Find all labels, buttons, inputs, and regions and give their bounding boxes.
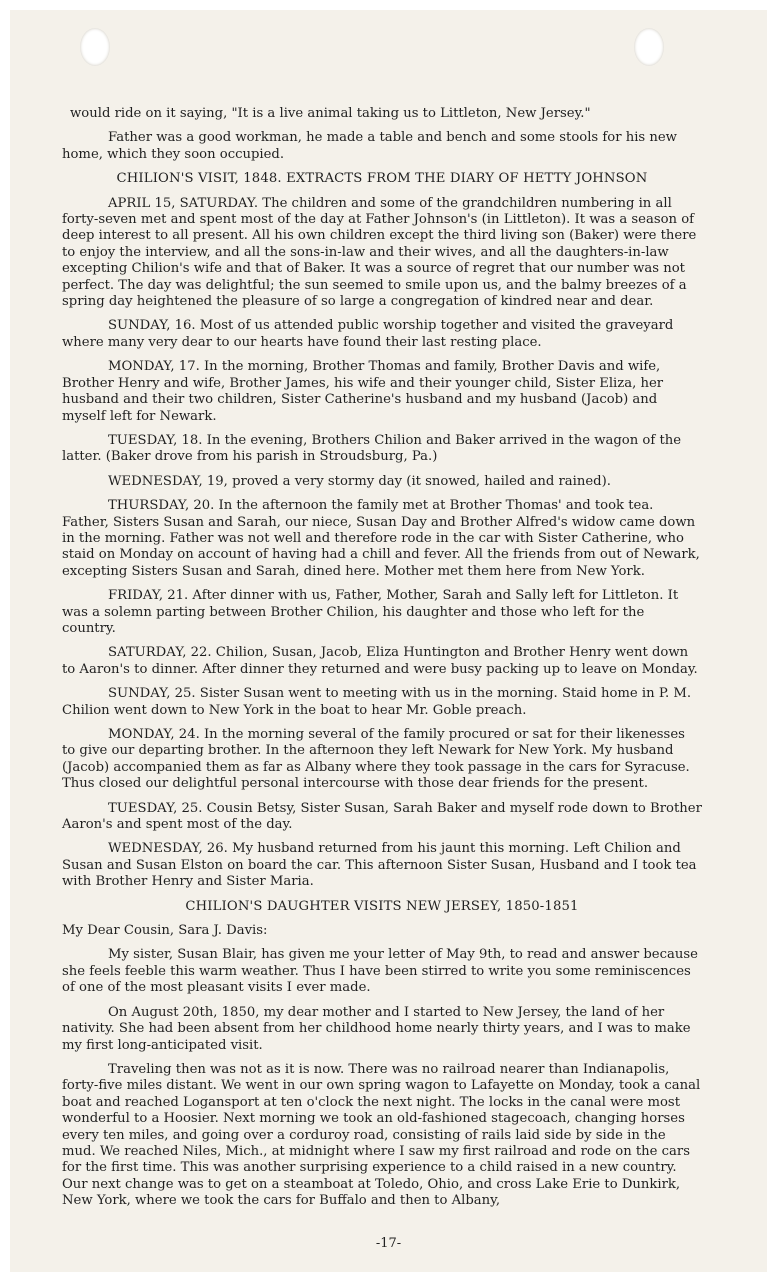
- section-heading-chilion-visit: CHILION'S VISIT, 1848. EXTRACTS FROM THE DIARY OF HETTY JOHNSON: [116, 171, 648, 187]
- diary-entry: THURSDAY, 20. In the afternoon the family met at Brother Thomas' and took tea. Father, Sisters Susan and Sarah, our niece, Susan Day and Brother Alfred's widow came down in the morning. Father was not well and therefore rode in the car with Sister Catherine, who staid on Monday on account of having had a chill and fever. All the friends from out of Newark, excepting Sisters Susan and Sarah, dined here. Mother met them here from New York.: [62, 498, 700, 579]
- diary-entry: TUESDAY, 18. In the evening, Brothers Chilion and Baker arrived in the wagon of the latter. (Baker drove from his parish in Stroudsburg, Pa.): [62, 432, 682, 465]
- diary-entry: TUESDAY, 25. Cousin Betsy, Sister Susan, Sarah Baker and myself rode down to Brother Aaron's and spent most of the day.: [62, 800, 702, 833]
- letter-salutation: My Dear Cousin, Sara J. Davis:: [62, 923, 268, 939]
- section-heading-daughter-visits: CHILION'S DAUGHTER VISITS NEW JERSEY, 1850-1851: [185, 898, 579, 914]
- diary-entry: SATURDAY, 22. Chilion, Susan, Jacob, Eliza Huntington and Brother Henry went down to Aaron's to dinner. After dinner they returned and were busy packing up to leave on Monday.: [62, 645, 698, 677]
- page-content: [62, 106, 702, 1218]
- letter-paragraph: My sister, Susan Blair, has given me your letter of May 9th, to read and answer because she feels feeble this warm weather. Thus I have been stirred to write you some reminiscences of one of the most pleasant visits I ever made.: [62, 947, 698, 996]
- diary-entry: FRIDAY, 21. After dinner with us, Father, Mother, Sarah and Sally left for Littleton. It was a solemn parting between Brother Chilion, his daughter and those who left for the country.: [62, 588, 679, 636]
- diary-entry: WEDNESDAY, 26. My husband returned from his jaunt this morning. Left Chilion and Susan and Susan Elston on board the car. This afternoon Sister Susan, Husband and I took tea with Brother Henry and Sister Maria.: [62, 841, 697, 890]
- letter-paragraph: On August 20th, 1850, my dear mother and I started to New Jersey, the land of her nativity. She had been absent from her childhood home nearly thirty years, and I was to make my first long-anticipated visit.: [62, 1004, 691, 1053]
- diary-entry: SUNDAY, 16. Most of us attended public worship together and visited the graveyard where many very dear to our hearts have found their last resting place.: [62, 318, 674, 350]
- diary-entry: SUNDAY, 25. Sister Susan went to meeting with us in the morning. Staid home in P. M. Chilion went down to New York in the boat to hear Mr. Goble preach.: [62, 686, 692, 718]
- letter-paragraph: Traveling then was not as it is now. There was no railroad nearer than Indianapolis, forty-five miles distant. We went in our own spring wagon to Lafayette on Monday, took a canal boat and reached Logansport at ten o'clock the next night. The locks in the canal were most wonderful to a Hoosier. Next morning we took an old-fashioned stagecoach, changing horses every ten miles, and going over a corduroy road, consisting of rails laid side by side in the mud. We reached Niles, Mich., at midnight where I saw my first railroad and rode on the cars for the first time. This was another surprising experience to a child raised in a new country. Our next change was to get on a steamboat at Toledo, Ohio, and cross Lake Erie to Dunkirk, New York, where we took the cars for Buffalo and then to Albany,: [62, 1061, 701, 1209]
- paragraph: Father was a good workman, he made a table and bench and some stools for his new home, which they soon occupied.: [62, 130, 677, 162]
- page-number: -17-: [375, 1236, 402, 1251]
- binder-hole-left: [80, 28, 110, 66]
- diary-entry: MONDAY, 24. In the morning several of the family procured or sat for their likenesses to give our departing brother. In the afternoon they left Newark for New York. My husband (Jacob) accompanied them as far as Albany where they took passage in the cars for Syracuse. Thus closed our delightful personal intercourse with those dear friends for the present.: [62, 727, 690, 792]
- binder-hole-right: [634, 28, 664, 66]
- paragraph: would ride on it saying, "It is a live animal taking us to Littleton, New Jersey.": [70, 106, 591, 121]
- diary-entry: APRIL 15, SATURDAY. The children and some of the grandchildren numbering in all forty-seven met and spent most of the day at Father Johnson's (in Littleton). It was a season of deep interest to all present. All his own children except the third living son (Baker) were there to enjoy the interview, and all the sons-in-law and their wives, and all the daughters-in-law excepting Chilion's wife and that of Baker. It was a source of regret that our number was not perfect. The day was delightful; the sun seemed to smile upon us, and the balmy breezes of a spring day heightened the pleasure of so large a congregation of kindred near and dear.: [62, 195, 697, 310]
- diary-entry: MONDAY, 17. In the morning, Brother Thomas and family, Brother Davis and wife, Brother Henry and wife, Brother James, his wife and their younger child, Sister Eliza, her husband and their two children, Sister Catherine's husband and my husband (Jacob) and myself left for Newark.: [62, 359, 664, 424]
- diary-entry: WEDNESDAY, 19, proved a very stormy day (it snowed, hailed and rained).: [108, 473, 611, 489]
